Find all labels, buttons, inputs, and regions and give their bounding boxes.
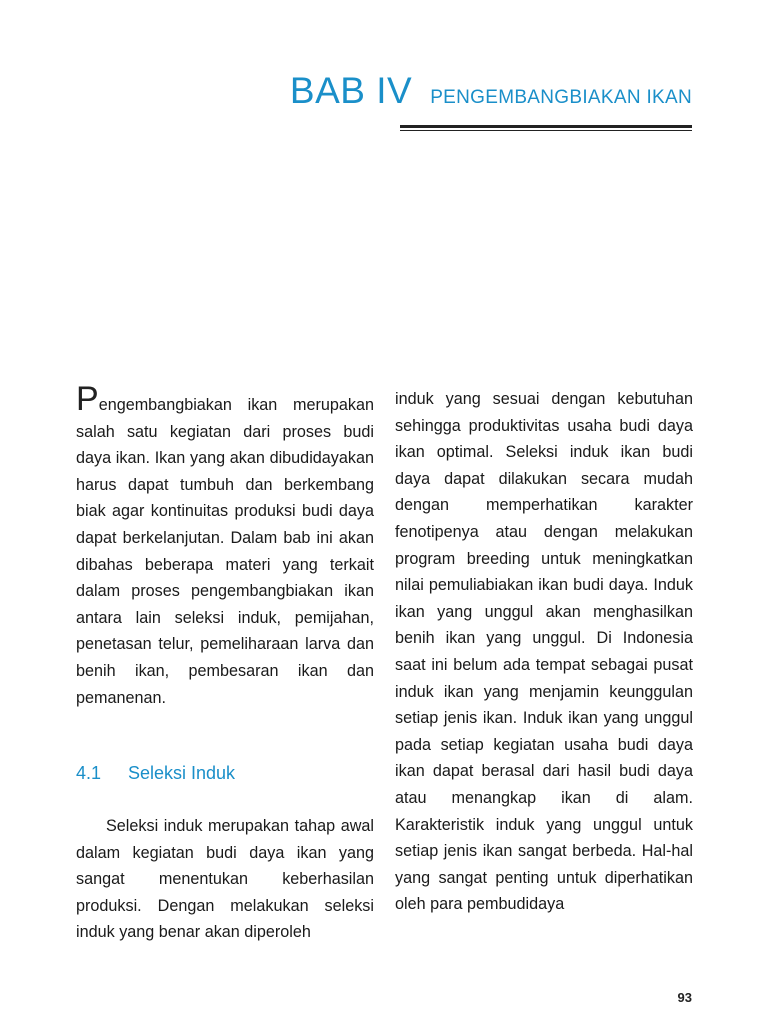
header-rule-thin — [400, 130, 692, 131]
page-number: 93 — [677, 990, 692, 1005]
section-heading — [76, 760, 374, 786]
section-body-right — [395, 386, 693, 918]
intro-text: engembangbiakan ikan merupakan salah satu kegiatan dari proses budi daya ikan. Ikan yang akan dibudidayakan harus dapat tumbuh dan berkembang biak agar kontinuitas produksi budi daya dapat berkelanjutan. Dalam bab ini akan dibahas beberapa materi yang terkait dalam proses pengembangbiakan ikan antara lain seleksi induk, pemijahan, penetasan telur, pemeliharaan larva dan benih ikan, pembesaran ikan dan pemanenan. — [76, 396, 374, 707]
chapter-header — [0, 70, 692, 112]
drop-cap: P — [76, 380, 99, 418]
chapter-title: PENGEMBANGBIAKAN IKAN — [430, 87, 692, 108]
section-paragraph-right: induk yang sesuai dengan kebutuhan sehingga produktivitas usaha budi daya ikan optimal. Seleksi induk ikan budi daya dapat dilakukan secara mudah dengan memperhatikan karakter fenotipenya atau dengan melakukan program breeding untuk meningkatkan nilai pemuliabiakan ikan budi daya. Induk ikan yang unggul akan menghasilkan benih ikan yang unggul. Di Indonesia saat ini belum ada tempat sebagai pusat induk ikan yang menjamin keunggulan setiap jenis ikan. Induk ikan yang unggul pada setiap kegiatan usaha budi daya ikan dapat berasal dari hasil budi daya atau menangkap ikan di alam. Karakteristik induk yang unggul untuk setiap jenis ikan sangat berbeda. Hal-hal yang sangat penting untuk diperhatikan oleh para pembudidaya — [395, 390, 693, 914]
intro-column — [76, 380, 374, 711]
header-rule-thick — [400, 125, 692, 128]
section-number: 4.1 — [76, 763, 102, 783]
section-paragraph-left: Seleksi induk merupakan tahap awal dalam kegiatan budi daya ikan yang sangat menentukan keberhasilan produksi. Dengan melakukan seleksi induk yang benar akan diperoleh — [76, 817, 374, 942]
chapter-label: BAB IV — [289, 70, 413, 111]
intro-paragraph — [76, 380, 374, 711]
section-title: Seleksi Induk — [128, 763, 236, 783]
section-body-left — [76, 813, 374, 946]
